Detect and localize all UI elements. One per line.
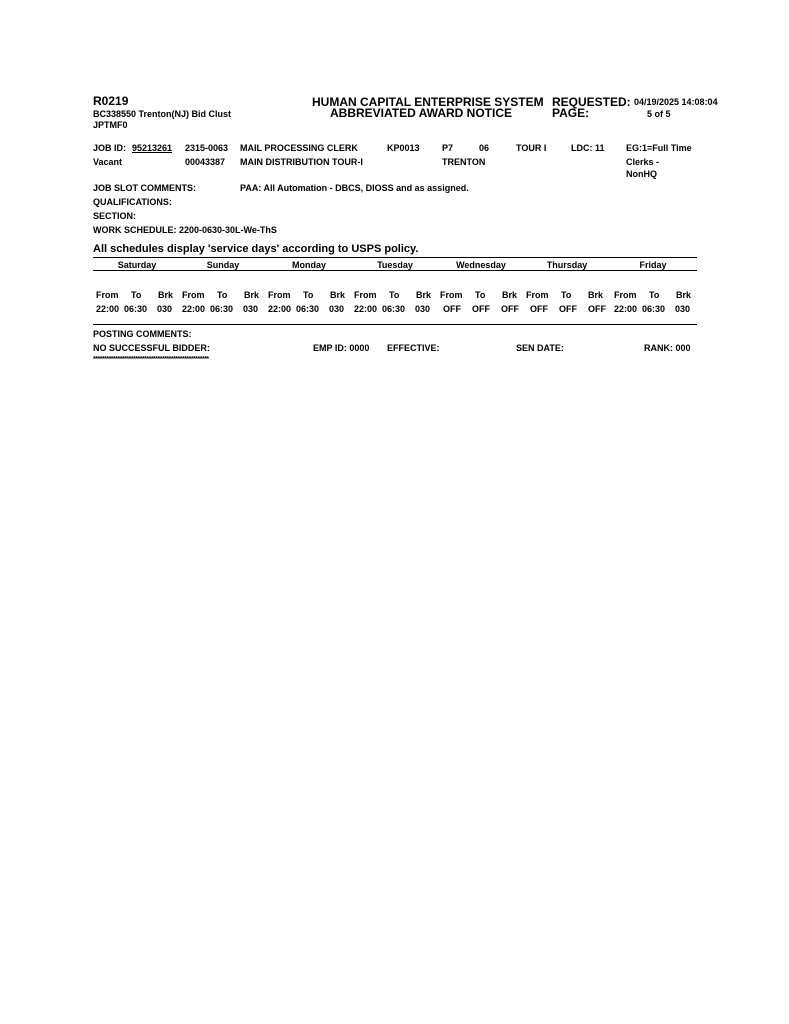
sen-date-label: SEN DATE: bbox=[516, 343, 564, 353]
job-level: P7 bbox=[442, 143, 454, 153]
job-step: 06 bbox=[479, 143, 490, 153]
sat-from: 22:00 bbox=[96, 304, 120, 314]
col-to-mon: To bbox=[303, 290, 314, 300]
notice-title: ABBREVIATED AWARD NOTICE bbox=[330, 106, 513, 120]
col-from-sun: From bbox=[182, 290, 205, 300]
col-brk-tue: Brk bbox=[416, 290, 432, 300]
fri-from: 22:00 bbox=[614, 304, 638, 314]
wed-brk: OFF bbox=[501, 304, 519, 314]
col-from-fri: From bbox=[614, 290, 637, 300]
fri-to: 06:30 bbox=[642, 304, 666, 314]
col-brk-mon: Brk bbox=[330, 290, 346, 300]
requested-label: REQUESTED: bbox=[552, 95, 631, 109]
schedule-top-rule bbox=[93, 257, 697, 258]
system-title: HUMAN CAPITAL ENTERPRISE SYSTEM bbox=[312, 95, 544, 109]
col-from-tue: From bbox=[354, 290, 377, 300]
col-to-fri: To bbox=[649, 290, 660, 300]
thu-brk: OFF bbox=[588, 304, 606, 314]
job-eg: EG:1=Full Time bbox=[626, 143, 692, 153]
day-header-tuesday: Tuesday bbox=[377, 260, 413, 270]
job-ldc: LDC: 11 bbox=[571, 143, 605, 153]
wed-to: OFF bbox=[472, 304, 490, 314]
sat-brk: 030 bbox=[157, 304, 173, 314]
work-schedule: WORK SCHEDULE: 2200-0630-30L-We-ThS bbox=[93, 225, 277, 235]
page-label: PAGE: bbox=[552, 106, 590, 120]
job-code-value: 2315-0063 bbox=[185, 143, 229, 153]
col-brk-fri: Brk bbox=[676, 290, 692, 300]
job-assignment: MAIN DISTRIBUTION TOUR-I bbox=[240, 157, 363, 167]
job-tour: TOUR I bbox=[516, 143, 547, 153]
col-brk-sun: Brk bbox=[244, 290, 260, 300]
schedule-header-rule bbox=[93, 270, 697, 271]
mon-to: 06:30 bbox=[296, 304, 320, 314]
mon-from: 22:00 bbox=[268, 304, 292, 314]
job-id-value: 95213261 bbox=[132, 143, 173, 153]
day-header-monday: Monday bbox=[291, 260, 326, 270]
day-header-wednesday: Wednesday bbox=[456, 260, 506, 270]
tue-brk: 030 bbox=[415, 304, 431, 314]
tue-from: 22:00 bbox=[354, 304, 378, 314]
position-number: 00043387 bbox=[185, 157, 226, 167]
job-status: Vacant bbox=[93, 157, 123, 167]
col-to-thu: To bbox=[561, 290, 572, 300]
mon-brk: 030 bbox=[329, 304, 345, 314]
posting-comments-label: POSTING COMMENTS: bbox=[93, 329, 192, 339]
job-kp: KP0013 bbox=[387, 143, 420, 153]
qualifications-label: QUALIFICATIONS: bbox=[93, 197, 172, 207]
col-from-thu: From bbox=[526, 290, 549, 300]
col-brk-sat: Brk bbox=[158, 290, 174, 300]
job-title: MAIL PROCESSING CLERK bbox=[240, 143, 358, 153]
fri-brk: 030 bbox=[675, 304, 691, 314]
emp-id: EMP ID: 0000 bbox=[313, 343, 370, 353]
sun-to: 06:30 bbox=[210, 304, 234, 314]
report-code: R0219 bbox=[93, 94, 129, 108]
col-brk-wed: Brk bbox=[502, 290, 518, 300]
thu-from: OFF bbox=[530, 304, 548, 314]
col-from-wed: From bbox=[440, 290, 463, 300]
col-to-sun: To bbox=[217, 290, 228, 300]
bid-cluster: BC338550 Trenton(NJ) Bid Clust bbox=[93, 109, 232, 119]
craft-line-1: Clerks - bbox=[626, 157, 660, 167]
sun-from: 22:00 bbox=[182, 304, 206, 314]
col-from-sat: From bbox=[96, 290, 119, 300]
day-header-saturday: Saturday bbox=[117, 260, 157, 270]
sat-to: 06:30 bbox=[124, 304, 148, 314]
rank: RANK: 000 bbox=[644, 343, 691, 353]
col-brk-thu: Brk bbox=[588, 290, 604, 300]
slot-comments-value: PAA: All Automation - DBCS, DIOSS and as assigned. bbox=[240, 183, 469, 193]
thu-to: OFF bbox=[559, 304, 577, 314]
page-value: 5 of 5 bbox=[647, 109, 671, 119]
day-header-sunday: Sunday bbox=[206, 260, 240, 270]
wed-from: OFF bbox=[443, 304, 461, 314]
schedule-bottom-rule bbox=[93, 324, 697, 325]
separator-line: **************************************************** bbox=[93, 356, 209, 363]
job-id-label: JOB ID: bbox=[93, 143, 127, 153]
requested-value: 04/19/2025 14:08:04 bbox=[634, 97, 718, 107]
effective-label: EFFECTIVE: bbox=[387, 343, 440, 353]
craft-line-2: NonHQ bbox=[626, 169, 657, 179]
section-label: SECTION: bbox=[93, 211, 137, 221]
policy-note: All schedules display 'service days' according to USPS policy. bbox=[93, 243, 419, 255]
job-location: TRENTON bbox=[442, 157, 486, 167]
job-code: JPTMF0 bbox=[93, 120, 128, 130]
day-header-thursday: Thursday bbox=[546, 260, 588, 270]
col-to-sat: To bbox=[131, 290, 142, 300]
col-to-tue: To bbox=[389, 290, 400, 300]
tue-to: 06:30 bbox=[382, 304, 406, 314]
slot-comments-label: JOB SLOT COMMENTS: bbox=[93, 183, 196, 193]
col-to-wed: To bbox=[475, 290, 486, 300]
sun-brk: 030 bbox=[243, 304, 259, 314]
col-from-mon: From bbox=[268, 290, 291, 300]
bidder-label: NO SUCCESSFUL BIDDER: bbox=[93, 343, 210, 353]
day-header-friday: Friday bbox=[639, 260, 667, 270]
